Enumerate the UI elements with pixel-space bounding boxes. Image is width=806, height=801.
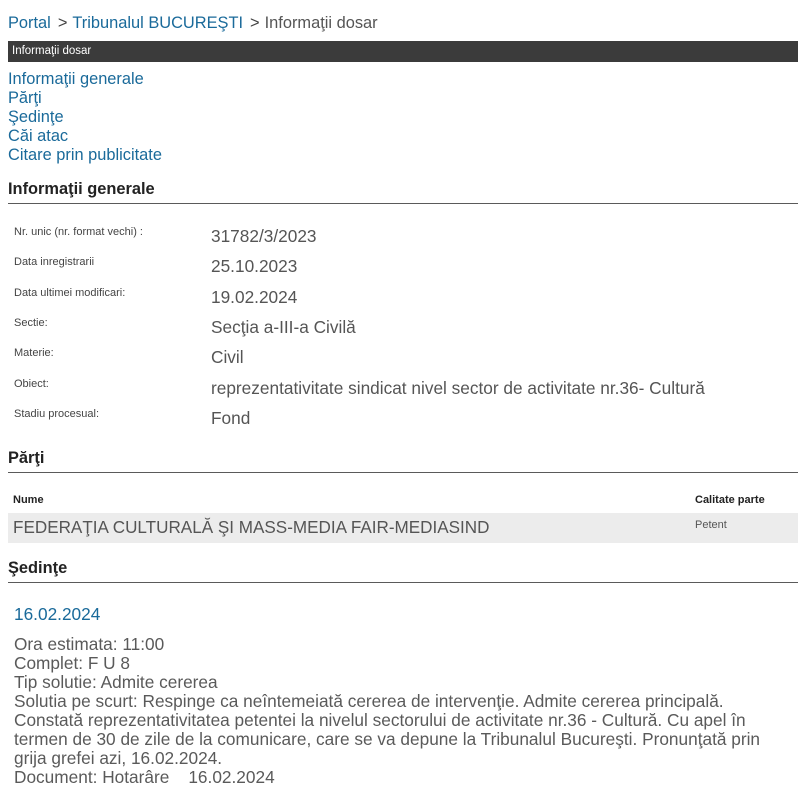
last-modified-value: 19.02.2024 — [211, 286, 298, 307]
section-nav — [8, 70, 162, 165]
case-number-row — [8, 221, 798, 251]
section-link-parties[interactable]: Părţi — [8, 88, 42, 107]
case-number-label: Nr. unic (nr. format vechi) : — [14, 226, 143, 238]
solution-summary-text: Respinge ca neîntemeiată cererea de intervenţie. Admite cererea principală. Constată reprezentativitatea petentei la nivelul sectorului de activitate nr.36 - Cultură. Cu apel în termen de 30 de zile de la comunicare, care se va depune la Tribunalul Bucureşti. Pronunţată prin grija grefei azi, 16.02.2024. — [14, 690, 761, 768]
parties-header-name: Nume — [13, 493, 44, 506]
solution-type-value: Admite cererea — [100, 671, 218, 692]
procedural-stage-row — [8, 403, 798, 433]
breadcrumb-portal-link[interactable]: Portal — [8, 14, 51, 32]
subject-matter-row — [8, 342, 798, 372]
panel-line — [14, 654, 780, 673]
breadcrumb — [8, 13, 378, 33]
document-type: Hotarâre — [102, 766, 170, 787]
last-modified-row — [8, 282, 798, 312]
court-section-row — [8, 312, 798, 342]
breadcrumb-separator: > — [57, 14, 68, 32]
estimated-time-label: Ora estimata: — [14, 633, 118, 654]
party-role: Petent — [695, 518, 727, 531]
party-name: FEDERAŢIA CULTURALĂ ŞI MASS-MEDIA FAIR-MEDIASIND — [13, 518, 490, 537]
section-link-appeals[interactable]: Căi atac — [8, 126, 69, 145]
breadcrumb-court-link[interactable]: Tribunalul BUCUREŞTI — [72, 14, 244, 32]
subject-matter-value: Civil — [211, 347, 244, 368]
case-object-row — [8, 373, 798, 403]
case-object-label: Obiect: — [14, 377, 49, 390]
case-number-value: 31782/3/2023 — [211, 226, 317, 246]
registration-date-value: 25.10.2023 — [211, 256, 298, 277]
section-link-public-summons[interactable]: Citare prin publicitate — [8, 145, 162, 164]
subject-matter-label: Materie: — [14, 347, 54, 360]
procedural-stage-value: Fond — [211, 407, 251, 428]
section-link-general-info[interactable]: Informaţii generale — [8, 69, 144, 88]
party-row — [8, 513, 798, 543]
estimated-time-value: 11:00 — [122, 633, 165, 654]
page-title-bar: Informaţii dosar — [8, 41, 798, 62]
hearing-date: 16.02.2024 — [14, 604, 101, 624]
solution-summary-line — [14, 692, 780, 768]
procedural-stage-label: Stadiu procesual: — [14, 407, 99, 420]
breadcrumb-separator: > — [250, 14, 260, 32]
last-modified-label: Data ultimei modificari: — [14, 286, 126, 299]
hearing-item — [14, 604, 780, 787]
panel-value: F U 8 — [87, 652, 131, 673]
parties-table-header — [8, 492, 798, 513]
estimated-time-line — [14, 635, 780, 654]
hearings-heading: Şedinţe — [8, 558, 798, 583]
document-line — [14, 768, 780, 787]
solution-summary-label: Solutia pe scurt: — [14, 690, 138, 711]
solution-type-label: Tip solutie: — [14, 671, 97, 692]
hearing-details — [14, 635, 780, 787]
registration-date-row — [8, 251, 798, 281]
document-label: Document: — [14, 766, 98, 787]
court-section-value: Secţia a-III-a Civilă — [211, 316, 356, 337]
document-date: 16.02.2024 — [188, 766, 275, 787]
breadcrumb-current: Informaţii dosar — [264, 14, 378, 32]
panel-label: Complet: — [14, 652, 84, 673]
general-info-heading: Informaţii generale — [8, 179, 798, 204]
parties-header-role: Calitate parte — [695, 493, 765, 506]
solution-type-line — [14, 673, 780, 692]
court-section-label: Sectie: — [14, 316, 48, 329]
parties-table — [8, 492, 798, 543]
registration-date-label: Data inregistrarii — [14, 256, 95, 269]
parties-heading: Părţi — [8, 448, 798, 473]
general-info-table — [8, 221, 798, 433]
section-link-hearings[interactable]: Şedinţe — [8, 107, 64, 126]
case-object-value: reprezentativitate sindicat nivel sector de activitate nr.36- Cultură — [211, 377, 705, 398]
